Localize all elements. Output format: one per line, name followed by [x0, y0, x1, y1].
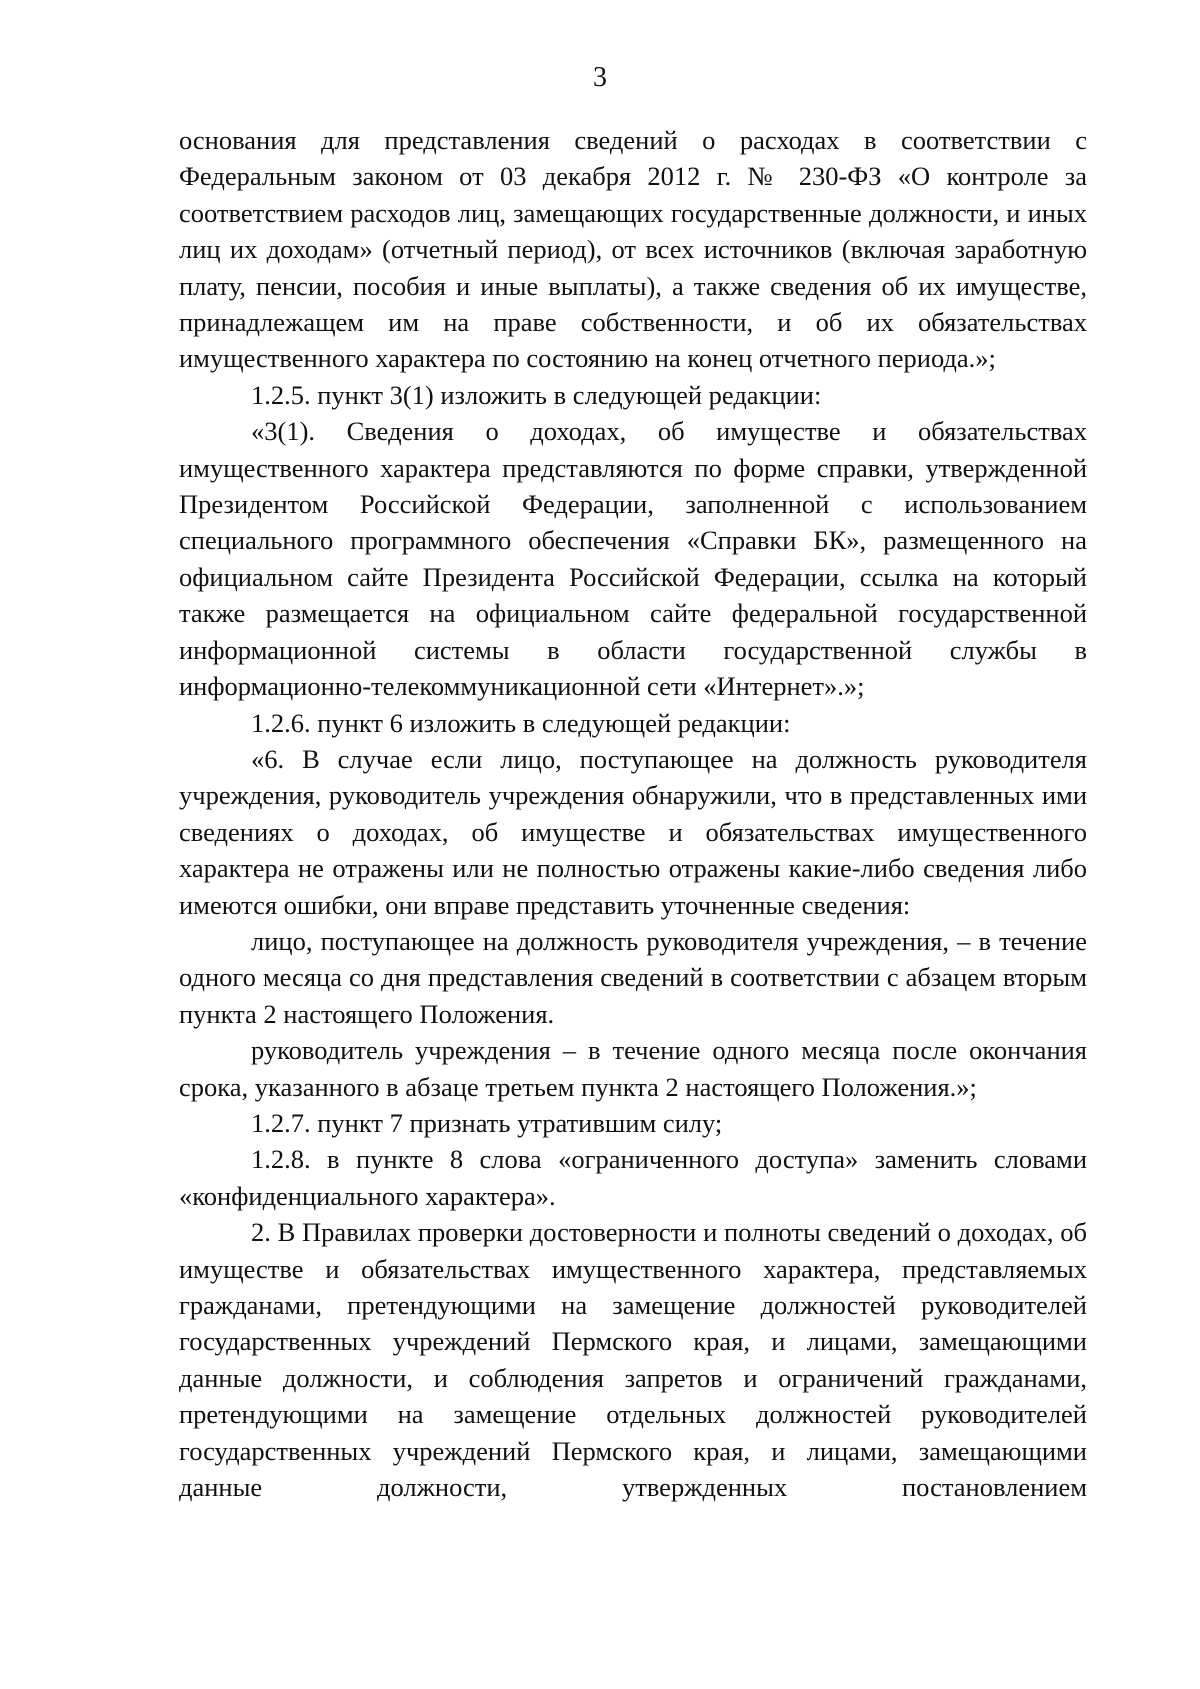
- page-number: 3: [593, 62, 607, 93]
- paragraph: основания для представления сведений о расходах в соответствии с Федеральным законом от 03 декабря 2012 г. № 230-ФЗ «О контроле за соответствием расходов лиц, замещающих государственные должности, и иных лиц их доходам» (отчетный период), от всех источников (включая заработную плату, пенсии, пособия и иные выплаты), а также сведения об их имуществе, принадлежащем им на праве собственности, и об их обязательствах имущественного характера по состоянию на конец отчетного периода.»;: [179, 125, 1087, 374]
- paragraph: 1.2.6. пункт 6 изложить в следующей редакции:: [251, 707, 791, 738]
- paragraph: «6. В случае если лицо, поступающее на должность руководителя учреждения, руководитель учреждения обнаружили, что в представленных ими сведениях о доходах, об имуществе и обязательствах имущественного характера не отражены или не полностью отражены какие-либо сведения либо имеются ошибки, они вправе представить уточненные сведения:: [179, 743, 1087, 920]
- paragraph: 2. В Правилах проверки достоверности и полноты сведений о доходах, об имуществе и обязательствах имущественного характера, представляемых гражданами, претендующими на замещение должностей руководителей государственных учреждений Пермского края, и лицами, замещающими данные должности, и соблюдения запретов и ограничений гражданами, претендующими на замещение отдельных должностей руководителей государственных учреждений Пермского края, и лицами, замещающими данные должности, утвержденных постановлением: [179, 1217, 1087, 1503]
- paragraph: 1.2.7. пункт 7 признать утратившим силу;: [251, 1107, 723, 1138]
- paragraph: 1.2.8. в пункте 8 слова «ограниченного доступа» заменить словами «конфиденциального характера».: [179, 1144, 1087, 1211]
- paragraph: лицо, поступающее на должность руководителя учреждения, – в течение одного месяца со дня представления сведений в соответствии с абзацем вторым пункта 2 настоящего Положения.: [179, 925, 1087, 1029]
- paragraph: «3(1). Сведения о доходах, об имуществе и обязательствах имущественного характера представляются по форме справки, утвержденной Президентом Российской Федерации, заполненной с использованием специального программного обеспечения «Справки БК», размещенного на официальном сайте Президента Российской Федерации, ссылка на который также размещается на официальном сайте федеральной государственной информационной системы в области государственной службы в информационно-телекоммуникационной сети «Интернет».»;: [179, 416, 1087, 702]
- document-body: [179, 122, 1087, 1505]
- paragraph: 1.2.5. пункт 3(1) изложить в следующей редакции:: [251, 379, 822, 410]
- paragraph: руководитель учреждения – в течение одного месяца после окончания срока, указанного в абзаце третьем пункта 2 настоящего Положения.»;: [179, 1035, 1087, 1102]
